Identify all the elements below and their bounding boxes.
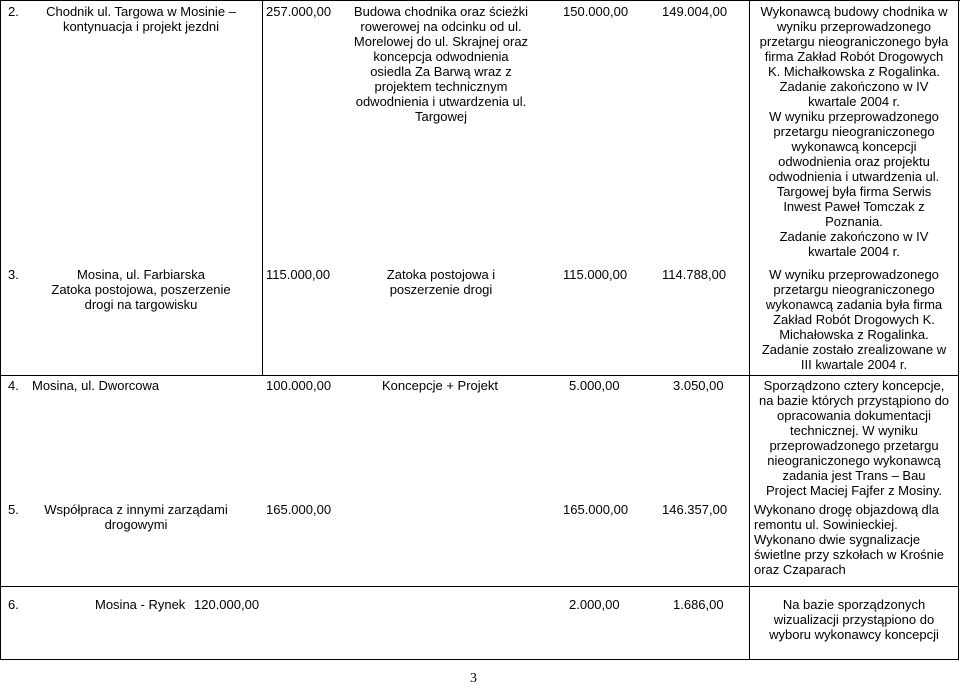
- desc-line: wykonawcą zadania była firma: [765, 297, 943, 312]
- desc-line: opracowania dokumentacji: [777, 408, 931, 423]
- desc-line: remontu ul. Sowinieckiej.: [754, 517, 898, 532]
- amount-spent: 149.004,00: [662, 4, 728, 19]
- execution-description: [752, 267, 956, 372]
- task-name-line: Chodnik ul. Targowa w Mosinie –: [46, 4, 236, 19]
- task-name: [28, 267, 254, 312]
- desc-line: Wykonano drogę objazdową dla: [754, 502, 939, 517]
- row-number: 5.: [8, 502, 19, 517]
- desc-line: Targowej była firma Serwis: [776, 184, 932, 199]
- task-scope: Koncepcje + Projekt: [382, 378, 498, 393]
- desc-line: Zadanie zakończono w IV: [779, 79, 929, 94]
- task-name: Mosina - Rynek: [95, 597, 186, 612]
- desc-line: Michałowska z Rogalinka.: [779, 327, 929, 342]
- desc-line: Zadanie zakończono w IV: [779, 229, 929, 244]
- amount-plan: 115.000,00: [563, 267, 628, 282]
- col-sep: [749, 0, 750, 375]
- desc-line: zadania jest Trans – Bau: [782, 468, 926, 483]
- task-scope: [338, 4, 544, 124]
- desc-line: Project Maciej Fajfer z Mosiny.: [765, 483, 943, 498]
- task-name-line: Współpraca z innymi zarządami: [44, 502, 228, 517]
- desc-line: Sporządzono cztery koncepcje,: [763, 378, 945, 393]
- task-scope-line: rowerowej na odcinku od ul.: [360, 19, 522, 34]
- amount-plan: 165.000,00: [563, 502, 629, 517]
- amount-spent: 3.050,00: [673, 378, 724, 393]
- amount-plan: 150.000,00: [563, 4, 629, 19]
- desc-line: wyniku przeprowadzonego: [777, 19, 931, 34]
- row-sep: [0, 375, 959, 376]
- task-scope: [338, 267, 544, 297]
- task-scope-line: Targowej: [414, 109, 468, 124]
- desc-line: kwartale 2004 r.: [808, 94, 900, 109]
- amount-planned: 115.000,00: [266, 267, 331, 282]
- task-scope-line: Budowa chodnika oraz ścieżki: [353, 4, 529, 19]
- execution-description: [754, 502, 944, 577]
- task-name: [26, 502, 246, 532]
- desc-line: Na bazie sporządzonych: [782, 597, 926, 612]
- amount-planned: 120.000,00: [194, 597, 260, 612]
- table-border-top: [0, 0, 960, 1]
- desc-line: przetargu nieograniczonego: [773, 282, 935, 297]
- desc-line: Poznania.: [825, 214, 883, 229]
- amount-planned: 165.000,00: [266, 502, 332, 517]
- amount-spent: 146.357,00: [662, 502, 728, 517]
- desc-line: Inwest Paweł Tomczak z: [783, 199, 925, 214]
- col-sep: [262, 0, 263, 375]
- task-name-line: Mosina, ul. Farbiarska: [77, 267, 205, 282]
- task-scope-line: projektem technicznym: [374, 79, 508, 94]
- task-name-line: kontynuacja i projekt jezdni: [62, 19, 220, 34]
- desc-line: technicznej. W wyniku: [790, 423, 918, 438]
- task-name-line: drogi na targowisku: [84, 297, 198, 312]
- task-scope-line: osiedla Za Barwą wraz z: [370, 64, 512, 79]
- amount-spent: 114.788,00: [662, 267, 727, 282]
- desc-line: odwodnienia i utwardzenia ul.: [768, 169, 940, 184]
- execution-description: [752, 597, 956, 642]
- desc-line: W wyniku przeprowadzonego: [769, 267, 939, 282]
- desc-line: Wykonano dwie sygnalizacje: [754, 532, 921, 547]
- desc-line: wyboru wykonawcy koncepcji: [769, 627, 939, 642]
- desc-line: Zakład Robót Drogowych K.: [773, 312, 935, 327]
- task-name: Mosina, ul. Dworcowa: [32, 378, 160, 393]
- task-scope-line: koncepcja odwodnienia: [373, 49, 509, 64]
- execution-description: [752, 4, 956, 259]
- desc-line: wizualizacji przystąpiono do: [773, 612, 935, 627]
- row-number: 3.: [8, 267, 19, 282]
- row-number: 6.: [8, 597, 19, 612]
- row-number: 4.: [8, 378, 19, 393]
- desc-line: K. Michałkowska z Rogalinka.: [768, 64, 940, 79]
- task-scope-line: odwodnienia i utwardzenia ul.: [355, 94, 527, 109]
- execution-description: [752, 378, 956, 498]
- row-number: 2.: [8, 4, 19, 19]
- table-border-left: [0, 0, 1, 660]
- row-sep: [0, 586, 959, 587]
- desc-line: przetargu nieograniczonego: [773, 124, 935, 139]
- desc-line: W wyniku przeprowadzonego: [769, 109, 939, 124]
- amount-plan: 2.000,00: [569, 597, 620, 612]
- task-scope-line: poszerzenie drogi: [389, 282, 493, 297]
- desc-line: przeprowadzonego przetargu: [769, 438, 939, 453]
- desc-line: odwodnienia oraz projektu: [778, 154, 930, 169]
- amount-planned: 100.000,00: [266, 378, 332, 393]
- desc-line: firma Zakład Robót Drogowych: [764, 49, 944, 64]
- col-sep: [749, 586, 750, 660]
- page-number: 3: [470, 671, 477, 686]
- desc-line: oraz Czaparach: [754, 562, 846, 577]
- desc-line: Zadanie zostało zrealizowane w: [761, 342, 947, 357]
- task-name-line: drogowymi: [104, 517, 168, 532]
- amount-plan: 5.000,00: [569, 378, 620, 393]
- table-border-right: [958, 0, 959, 660]
- amount-spent: 1.686,00: [673, 597, 724, 612]
- desc-line: świetlne przy szkołach w Krośnie: [754, 547, 945, 562]
- desc-line: wykonawcą koncepcji: [791, 139, 917, 154]
- task-name-line: Zatoka postojowa, poszerzenie: [51, 282, 231, 297]
- task-scope-line: Morelowej do ul. Skrajnej oraz: [353, 34, 529, 49]
- desc-line: przetargu nieograniczonego była: [759, 34, 949, 49]
- desc-line: Wykonawcą budowy chodnika w: [760, 4, 948, 19]
- desc-line: III kwartale 2004 r.: [800, 357, 908, 372]
- task-scope-line: Zatoka postojowa i: [386, 267, 496, 282]
- desc-line: kwartale 2004 r.: [808, 244, 900, 259]
- desc-line: nieograniczonego wykonawcą: [767, 453, 941, 468]
- task-name: [28, 4, 254, 34]
- col-sep: [749, 375, 750, 586]
- desc-line: na bazie których przystąpiono do: [758, 393, 950, 408]
- amount-planned: 257.000,00: [266, 4, 332, 19]
- table-border-bottom: [0, 659, 959, 660]
